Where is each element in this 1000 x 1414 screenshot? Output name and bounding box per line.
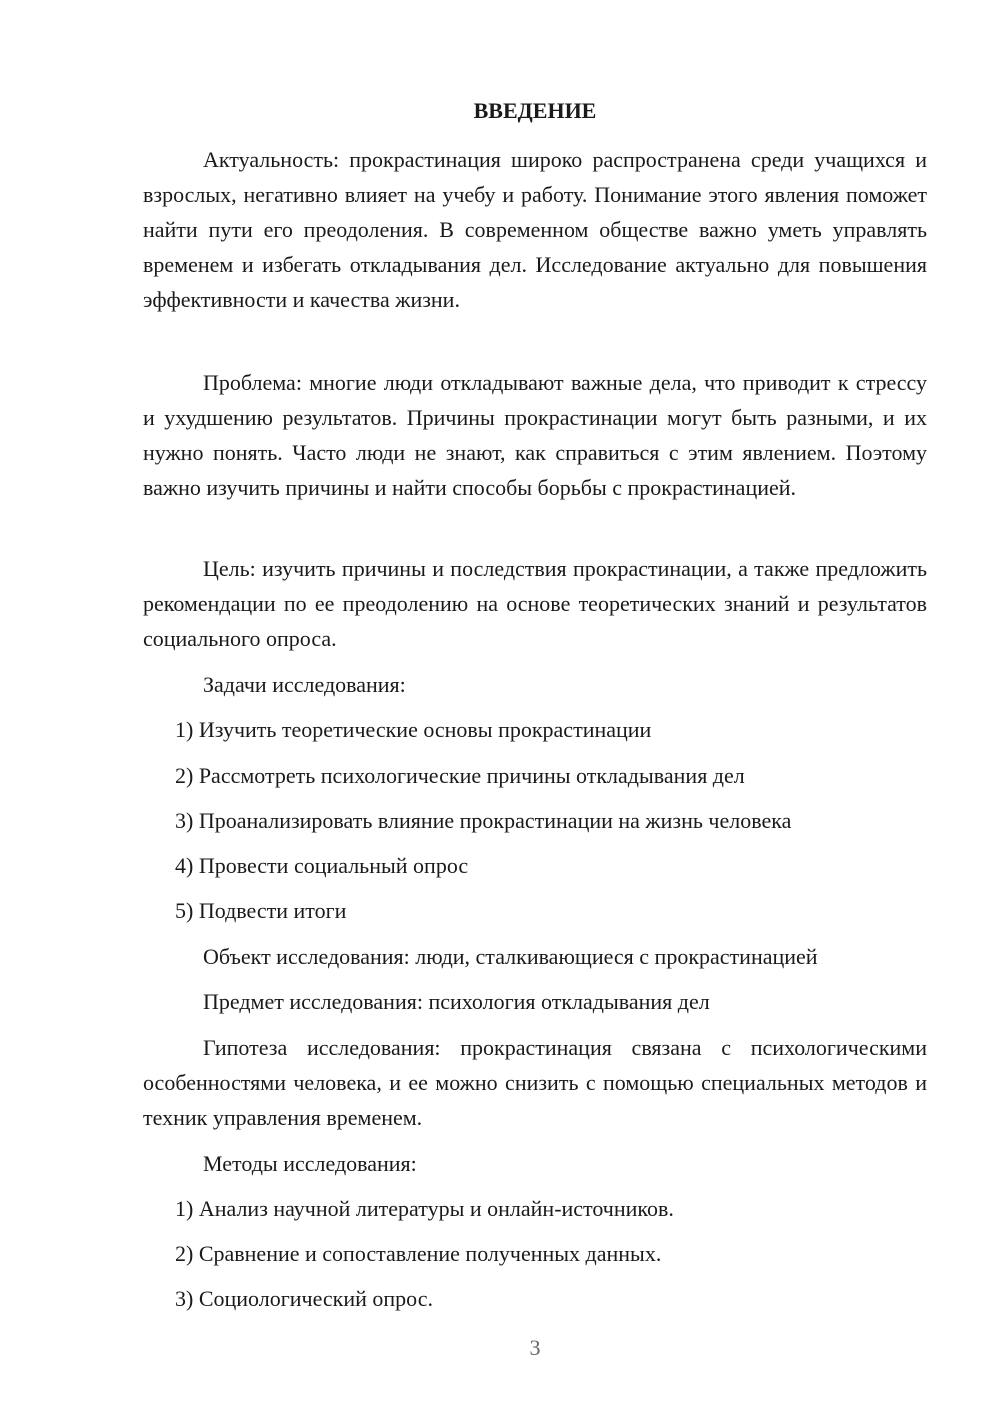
subject-line: Предмет исследования: психология откладывания дел: [203, 989, 710, 1014]
problem-paragraph: Проблема: многие люди откладывают важные дела, что приводит к стрессу и ухудшению результатов. Причины прокрастинации могут быть разными, и их нужно понять. Часто люди не знают, как справиться с этим явлением. Поэтому важно изучить причины и найти способы борьбы с прокрастинацией.: [143, 370, 927, 500]
hypothesis-paragraph: Гипотеза исследования: прокрастинация связана с психологическими особенностями человека, и ее можно снизить с помощью специальных методов и техник управления временем.: [143, 1035, 927, 1130]
methods-heading: Методы исследования:: [203, 1151, 417, 1176]
object-line: Объект исследования: люди, сталкивающиеся с прокрастинацией: [203, 944, 818, 969]
task-item: 1) Изучить теоретические основы прокрастинации: [175, 717, 652, 742]
page-number: 3: [529, 1335, 541, 1360]
goal-paragraph: Цель: изучить причины и последствия прокрастинации, а также предложить рекомендации по ее преодолению на основе теоретических знаний и результатов социального опроса.: [143, 556, 927, 651]
method-item: 2) Сравнение и сопоставление полученных данных.: [175, 1241, 662, 1266]
task-item: 5) Подвести итоги: [175, 898, 347, 923]
page-title: ВВЕДЕНИЕ: [473, 98, 597, 123]
task-item: 4) Провести социальный опрос: [175, 853, 469, 878]
task-item: 2) Рассмотреть психологические причины откладывания дел: [175, 763, 745, 788]
method-item: 1) Анализ научной литературы и онлайн-источников.: [175, 1196, 674, 1221]
task-item: 3) Проанализировать влияние прокрастинации на жизнь человека: [175, 808, 792, 833]
tasks-heading: Задачи исследования:: [203, 672, 406, 697]
method-item: 3) Социологический опрос.: [175, 1286, 433, 1311]
relevance-paragraph: Актуальность: прокрастинация широко распространена среди учащихся и взрослых, негативно влияет на учебу и работу. Понимание этого явления поможет найти пути его преодоления. В современном обществе важно уметь управлять временем и избегать откладывания дел. Исследование актуально для повышения эффективности и качества жизни.: [143, 147, 927, 312]
